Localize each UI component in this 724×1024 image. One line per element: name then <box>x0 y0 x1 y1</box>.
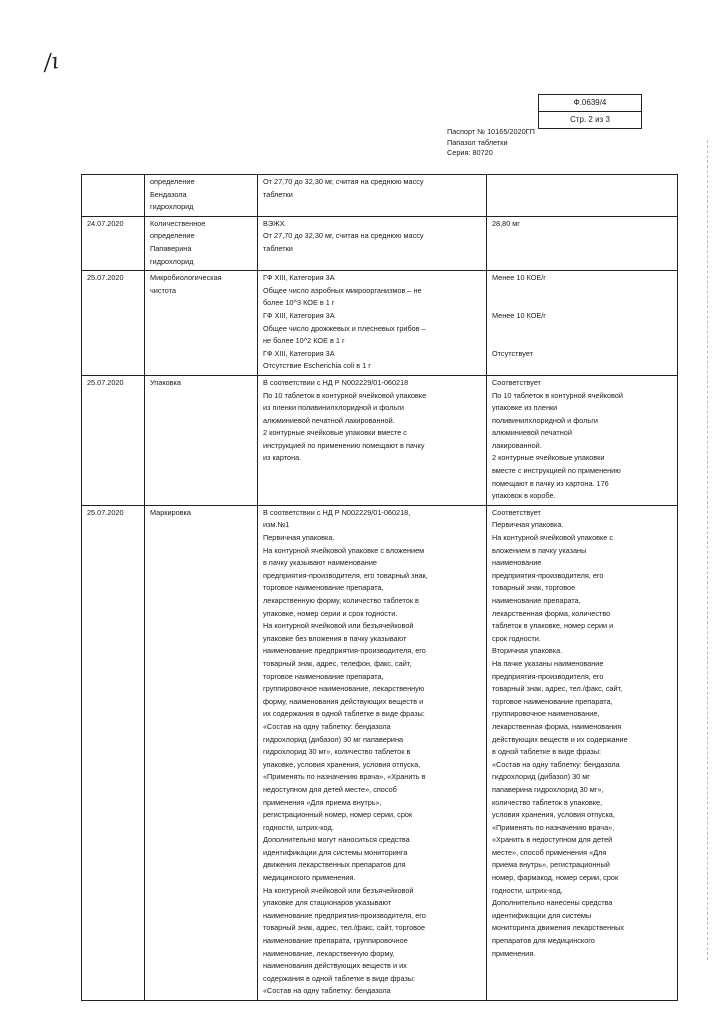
result-cell-line: товарный знак, торговое <box>492 583 576 593</box>
requirement-cell-line: годности, штрих-код. <box>263 822 334 832</box>
result-cell-line: Менее 10 КОЕ/г <box>492 310 546 320</box>
result-cell-line: Вторичная упаковка. <box>492 646 563 656</box>
date-value: 25.07.2020 <box>87 273 124 283</box>
result-cell-line: наименование препарата, <box>492 596 581 605</box>
table-row <box>82 175 678 217</box>
requirement-cell-line: ГФ XIII, Категория 3А <box>263 348 335 358</box>
requirement-cell-line: более 10^3 КОЕ в 1 г <box>263 298 335 308</box>
date-cell <box>82 375 145 505</box>
result-cell-line: поливинилхлоридной и фольги <box>492 415 598 425</box>
test-name-cell <box>145 505 258 1000</box>
requirement-cell-line: в пачку указывают наименование <box>263 558 377 568</box>
test-name-cell-line: Микробиологическая <box>150 273 222 283</box>
requirement-cell-line: Отсутствие Escherichia coli в 1 г <box>263 361 371 371</box>
table-row <box>82 505 678 1000</box>
requirement-cell-line: гидрохлорид 30 мг», количество таблеток в <box>263 747 411 757</box>
table-row <box>82 216 678 270</box>
requirement-cell-line: наименования действующих веществ и их <box>263 961 407 971</box>
spacer <box>492 323 673 348</box>
requirement-cell-line: содержания в одной таблетке в виде фразы: <box>263 973 416 983</box>
result-cell-line: таблеток в упаковке, номер серии и <box>492 621 614 631</box>
test-name-cell-line: определение <box>150 231 195 241</box>
series-number: Серия: 80720 <box>447 148 493 157</box>
requirement-cell-line: «Применять по назначению врача», «Хранить в <box>263 772 426 782</box>
test-name-cell-line: Упаковка <box>150 377 181 387</box>
requirement-cell-line: наименование предприятия-производителя, его <box>263 646 426 656</box>
spacer <box>492 285 673 310</box>
test-name-cell-line: гидрохлорид <box>150 256 194 266</box>
requirement-cell-line: «Состав на одну таблетку: бендазола <box>263 986 391 996</box>
result-cell-line: номер, фармакод, номер серии, срок <box>492 873 619 883</box>
requirement-cell <box>258 271 487 376</box>
date-value: 25.07.2020 <box>87 507 124 517</box>
requirement-cell-line: наименование предприятия-производителя, его <box>263 910 426 920</box>
result-cell-line: предприятия-производителя, его <box>492 570 604 580</box>
test-name-cell <box>145 271 258 376</box>
result-cell <box>487 375 678 505</box>
result-cell <box>487 505 678 1000</box>
result-cell-line: По 10 таблеток в контурной ячейковой <box>492 390 623 400</box>
result-cell-line: Первичная упаковка. <box>492 520 564 530</box>
requirement-cell-line: От 27,70 до 32,30 мг, считая на среднюю массу <box>263 231 424 241</box>
test-name-cell <box>145 375 258 505</box>
result-cell-line: действующих веществ и их содержание <box>492 734 628 744</box>
requirement-cell-line: ГФ XIII, Категория 3А <box>263 310 335 320</box>
form-number-box <box>538 94 642 129</box>
result-cell-line: «Хранить в недоступном для детей <box>492 835 613 845</box>
handwritten-mark: /ı <box>42 49 61 76</box>
result-cell-line: 28,80 мг <box>492 218 520 228</box>
requirement-cell-line: группировочное наименование, лекарственную <box>263 684 425 694</box>
test-name-cell-line: гидрохлорид <box>150 202 194 212</box>
result-cell-line: годности, штрих-код. <box>492 885 563 895</box>
result-cell-line: лекарственная форма, количество <box>492 608 611 618</box>
result-cell-line: применения. <box>492 948 536 958</box>
requirement-cell <box>258 375 487 505</box>
result-cell-line: Соответствует <box>492 377 541 387</box>
requirement-cell-line: регистрационный номер, номер серии, срок <box>263 810 413 820</box>
requirement-cell-line: идентификации для системы мониторинга <box>263 847 408 857</box>
result-cell-line: количество таблеток в упаковке, <box>492 797 603 807</box>
test-name-cell <box>145 216 258 270</box>
requirement-cell-line: инструкцией по применению помещают в пачку <box>263 440 425 450</box>
result-cell-line: идентификации для системы <box>492 910 592 920</box>
test-name-cell-line: Количественное <box>150 218 206 228</box>
result-cell <box>487 216 678 270</box>
requirement-cell-line: упаковке, условия хранения, условия отпуска, <box>263 759 421 769</box>
test-name-cell-line: Бендазола <box>150 189 187 199</box>
product-name: Папазол таблетки <box>447 137 508 147</box>
scan-edge-line <box>707 140 709 960</box>
result-cell-line: группировочное наименование, <box>492 709 600 719</box>
requirement-cell-line: «Состав на одну таблетку: бендазола <box>263 721 391 731</box>
table-row <box>82 271 678 376</box>
result-cell-line: «Состав на одну таблетку: бендазола <box>492 759 620 769</box>
requirement-cell-line: ГФ XIII, Категория 3А <box>263 273 335 283</box>
requirement-cell-line: гидрохлорид (дибазол) 30 мг папаверина <box>263 734 404 744</box>
test-name-cell-line: Маркировка <box>150 507 191 517</box>
result-cell-line: вложением в пачку указаны <box>492 545 587 555</box>
requirement-cell-line: форму, наименования действующих веществ и <box>263 696 424 706</box>
result-cell-line: упаковке из пленки <box>492 403 558 413</box>
result-cell-line: торговое наименование препарата, <box>492 696 613 706</box>
result-cell-line: Отсутствует <box>492 348 533 358</box>
result-cell-line: На пачке указаны наименование <box>492 658 604 668</box>
result-cell-line: срок годности. <box>492 633 541 643</box>
requirement-cell-line: движения лекарственных препаратов для <box>263 860 406 870</box>
requirement-cell-line: алюминиевой печатной лакированной. <box>263 415 395 425</box>
requirement-cell-line: На контурной ячейковой упаковке с вложением <box>263 545 425 555</box>
result-cell-line: гидрохлорид (дибазол) 30 мг <box>492 772 590 782</box>
requirement-cell-line: 2 контурные ячейковые упаковки вместе с <box>263 428 407 438</box>
result-cell-line: мониторинга движения лекарственных <box>492 923 625 933</box>
result-cell-line: наименование <box>492 558 542 568</box>
requirement-cell-line: таблетки <box>263 189 293 199</box>
result-cell-line: Соответствует <box>492 507 541 517</box>
requirement-cell-line: На контурной ячейковой или безъячейковой <box>263 621 414 631</box>
requirement-cell <box>258 505 487 1000</box>
page-label: Стр. 2 из 3 <box>539 111 641 128</box>
requirement-cell-line: таблетки <box>263 243 293 253</box>
date-value: 24.07.2020 <box>87 218 124 228</box>
requirement-cell-line: Дополнительно могут наноситься средства <box>263 835 410 845</box>
result-cell-line: препаратов для медицинского <box>492 936 595 946</box>
requirement-cell-line: товарный знак, адрес, телефон, факс, сайт, <box>263 658 412 668</box>
requirement-cell-line: наименование, лекарственную форму, <box>263 948 395 958</box>
requirement-cell-line: товарный знак, адрес, тел./факс, сайт, торговое <box>263 923 426 933</box>
requirement-cell-line: торговое наименование препарата, <box>263 671 384 681</box>
result-cell-line: Дополнительно нанесены средства <box>492 898 613 908</box>
result-cell-line: упаковок в коробе. <box>492 491 556 501</box>
date-cell <box>82 175 145 217</box>
requirement-cell-line: От 27,70 до 32,30 мг, считая на среднюю массу <box>263 177 424 186</box>
requirement-cell-line: из пленки поливинилхлоридной и фольги <box>263 403 404 413</box>
result-cell-line: вместе с инструкцией по применению <box>492 466 621 476</box>
requirement-cell-line: их содержания в одной таблетке в виде фразы: <box>263 709 425 719</box>
test-name-cell <box>145 175 258 217</box>
test-name-cell-line: Папаверина <box>150 243 192 253</box>
result-cell-line: «Применять по назначению врача», <box>492 822 615 832</box>
result-cell-line: лакированной. <box>492 440 542 450</box>
result-cell <box>487 175 678 217</box>
result-cell-line: На контурной ячейковой упаковке с <box>492 533 614 543</box>
requirement-cell-line: медицинского применения. <box>263 873 356 883</box>
result-cell-line: 2 контурные ячейковые упаковки <box>492 453 605 463</box>
requirement-cell-line: торговое наименование препарата, <box>263 583 384 593</box>
requirement-cell <box>258 175 487 217</box>
requirement-cell-line: ВЭЖХ <box>263 218 285 228</box>
requirement-cell-line: Общее число дрожжевых и плесневых грибов – <box>263 323 426 333</box>
date-cell <box>82 505 145 1000</box>
requirement-cell-line: изм.№1 <box>263 520 290 530</box>
analysis-table <box>81 174 678 1001</box>
result-cell-line: лекарственная форма, наименования <box>492 721 622 731</box>
requirement-cell-line: наименование препарата, группировочное <box>263 936 408 946</box>
result-cell-line: помещают в пачку из картона. 176 <box>492 478 609 488</box>
date-cell <box>82 216 145 270</box>
requirement-cell-line: упаковке без вложения в пачку указывают <box>263 633 407 643</box>
passport-number: Паспорт № 10165/2020ГП <box>447 127 535 136</box>
requirement-cell-line: По 10 таблеток в контурной ячейковой упаковке <box>263 390 427 400</box>
table-row <box>82 375 678 505</box>
date-cell <box>82 271 145 376</box>
requirement-cell-line: Общее число аэробных микроорганизмов – не <box>263 285 422 295</box>
result-cell-line: Менее 10 КОЕ/г <box>492 273 546 283</box>
form-number: Ф.0639/4 <box>573 98 607 107</box>
test-name-cell-line: чистота <box>150 285 177 295</box>
result-cell <box>487 271 678 376</box>
result-cell-line: предприятия-производителя, его <box>492 671 604 681</box>
requirement-cell-line: упаковке, номер серии и срок годности. <box>263 608 398 618</box>
requirement-cell-line: Первичная упаковка. <box>263 533 335 543</box>
result-cell-line: условия хранения, условия отпуска, <box>492 810 615 820</box>
result-cell-line: папаверина гидрохлорид 30 мг», <box>492 784 604 794</box>
test-name-cell-line: определение <box>150 177 195 186</box>
requirement-cell-line: На контурной ячейковой или безъячейковой <box>263 885 414 895</box>
requirement-cell-line: лекарственную форму, количество таблеток в <box>263 596 419 605</box>
requirement-cell-line: не более 10^2 КОЕ в 1 г <box>263 336 345 346</box>
requirement-cell-line: В соответствии с НД Р N002229/01-060218, <box>263 507 411 517</box>
requirement-cell-line: упаковке для стационаров указывают <box>263 898 392 908</box>
result-cell-line: приема внутрь», регистрационный <box>492 860 610 870</box>
requirement-cell-line: недоступном для детей месте», способ <box>263 784 397 794</box>
requirement-cell-line: В соответствии с НД Р N002229/01-060218 <box>263 377 409 387</box>
requirement-cell-line: предприятия-производителя, его товарный знак, <box>263 570 428 580</box>
date-value: 25.07.2020 <box>87 377 124 387</box>
result-cell-line: месте», способ применения «Для <box>492 847 607 857</box>
result-cell-line: товарный знак, адрес, тел./факс, сайт, <box>492 684 623 694</box>
requirement-cell-line: из картона. <box>263 453 302 463</box>
result-cell-line: в одной таблетке в виде фразы: <box>492 747 602 757</box>
requirement-cell <box>258 216 487 270</box>
passport-header <box>447 127 535 159</box>
requirement-cell-line: применения «Для приема внутрь», <box>263 797 382 807</box>
result-cell-line: алюминиевой печатной <box>492 428 572 438</box>
